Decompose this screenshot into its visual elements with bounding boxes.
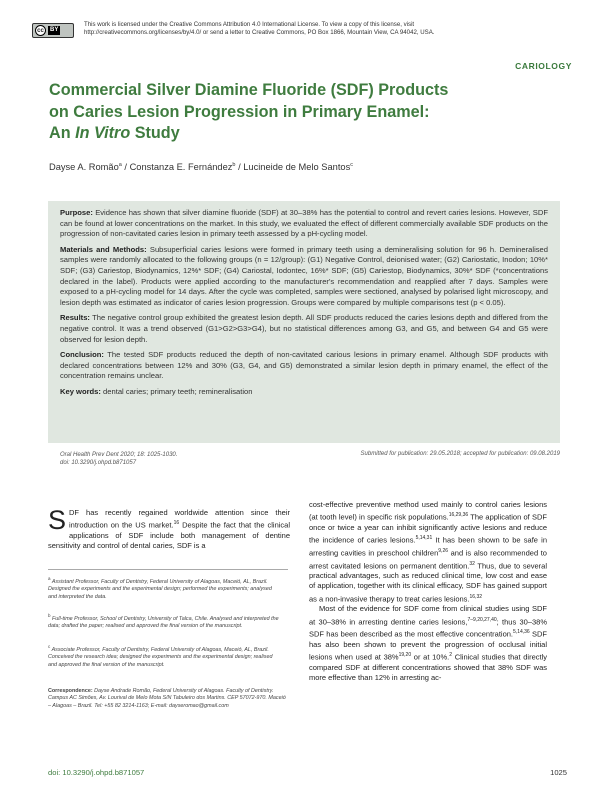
abstract-conclusion: Conclusion: The tested SDF products reduced the depth of non-cavitated carious lesions in primary enamel. Although SDF products with declared concentrations between 12% and 30% (G3, G4, and G5) demonstrated a similar lesion depth in primary enamel, the effect of the concentration remains unclear. <box>60 350 548 381</box>
license-text: This work is licensed under the Creative Commons Attribution 4.0 International License. To view a copy of this license, visit http://creativecommons.org/licenses/by/4.0/ or send a letter to Creative Commons, PO Box 1866, Mountain View, CA 94042, USA. <box>84 21 504 38</box>
author-name: Constanza E. Fernández <box>129 162 233 173</box>
footnote-a: $^a$ Assistant Professor, Faculty of Dentistry, Federal University of Alagoas, Maceió, AL, Brazil. Designed the experiments and the experimental design; performed the experiments; analysed and interpreted the data. <box>48 576 272 600</box>
article-title: Commercial Silver Diamine Fluoride (SDF) Products on Caries Lesion Progression in Primary Enamel: An In Vitro Study <box>49 81 449 142</box>
footnote-b: $^b$ Full-time Professor, School of Dentistry, University of Talca, Chile. Analysed and interpreted the data; drafted the paper; realised and approved the final version of the manuscript. <box>48 613 279 630</box>
footnote-divider <box>48 569 288 570</box>
abstract-box <box>48 201 560 443</box>
by-icon: BY <box>50 27 59 33</box>
license-link[interactable]: http://creativecommons.org/licenses/by/4.0/ or send a letter to Creative Commons, PO Box 1866, Mountain View, CA 94042, USA. <box>84 29 435 37</box>
correspondence: Correspondence: Dayse Andrade Romão, Federal University of Alagoas. Faculty of Dentistry. Campus AC Simões, Av. Lourival de Melo Mota S/N Tabuleiro dos Martins. CEP 57072-970. Maceió – Alagoas – Brazil. Tel: +55 82 3214-1163; E-mail: dayseromao@gmail.com <box>48 688 286 709</box>
body-column-right: cost-effective preventive method used mainly to control caries lesions (at tooth level) in specific risk populations.$^{16,29,36}$ The application of SDF once or twice a year can inhibit significantly active lesions and reduce the incidence of caries lesions.$^{5,14,31}$ It has been shown to be safe in arresting cavities in preschool children$^{9,26}$ and is also recommended to arrest cavitated lesions on permanent dentition.$^{32}$ Thus, due to several practical advantages, such as reduced clinical time, low cost and ease of application, together with its clinical efficacy, SDF has gained support as a non-invasive therapy to treat caries lesions.$^{16,32}$ Most of the evidence for SDF come from clinical studies using SDF at 30–38% in arresting dentine caries lesions,$^{7-9,20,27,40}$; thus 30–38% SDF has been described as the most effective concentration.$^{5,14,36}$ SDF has also been shown to prevent the progression of occlusal initial lesions when used at 38%$^{19,20}$ or at 10%.$^2$ Clinical studies that directly compared SDF at different concentrations showed that 38% SDF was more effective than 12% in arresting ac- <box>309 500 548 683</box>
footer-doi-link[interactable]: doi: 10.3290/j.ohpd.b871057 <box>48 768 145 777</box>
footnote-c: $^c$ Associate Professor, Faculty of Dentistry, Federal University of Alagoas, Maceió, AL, Brazil. Conceived the research idea; designed the experiments and the experimental design; realised and approved the final version of the manuscript. <box>48 644 273 668</box>
abstract-keywords: Key words: dental caries; primary teeth; remineralisation <box>60 386 253 396</box>
page-number: 1025 <box>550 768 567 777</box>
drop-cap: S <box>48 505 67 535</box>
author-name: Lucineide de Melo Santos <box>243 162 351 173</box>
cc-logo-icon: cc <box>35 25 46 36</box>
body-column-left: SDF has recently regained worldwide attention since their introduction on the US market.$^{16}$ Despite the fact that the clinical applications of SDF include both management of dentine sensitivity and control of dental caries, SDF is a <box>48 505 290 551</box>
journal-citation: Oral Health Prev Dent 2020; 18: 1025-1030. doi: 10.3290/j.ohpd.b871057 <box>60 452 178 466</box>
submission-dates: Submitted for publication: 29.05.2018; accepted for publication: 09.08.2019 <box>360 451 560 457</box>
section-label: CARIOLOGY <box>515 61 572 71</box>
author-list: Dayse A. Romão$^a$ / Constanza E. Fernández$^b$ / Lucineide de Melo Santos$^c$ <box>49 162 353 173</box>
abstract-methods: Materials and Methods: Subsuperficial caries lesions were formed in primary teeth using a demineralising solution for 96 h. Demineralised samples were randomly allocated to the following groups (n = 12/group): (G1) Negative Control, deionised water; (G2) Cariostatic, Inodon; 10%* SDF; (G3) Cariestop, Biodynamics, 12%* SDF; (G4) Cariostal, Iodontec, 16%* SDF; (G5) Cariestop, Biodynamics, 30%* SDF (*concentrations declared in the label). Products were applied according to the manufacturer's recommendation and reapplied after 7 days. Samples were exposed to a pH-cycling model for 14 days. After the cycle was completed, samples were sectioned, analysed by polarised light microscopy, and lesion depth was estimated as indicator of caries lesion progression. Groups were compared by multiple comparisons test (p < 0.05). <box>60 244 549 307</box>
abstract-results: Results: The negative control group exhibited the greatest lesion depth. All SDF products reduced the caries lesions depth and differed from the negative control. It was a trend observed (G1>G2>G3>G4), but no statistical differences among G3, and G5, and between G4 and G5 were observed for lesion depth. <box>60 313 548 344</box>
cc-by-license-badge <box>32 23 74 38</box>
author-name: Dayse A. Romão <box>49 162 119 173</box>
abstract-purpose: Purpose: Evidence has shown that silver diamine fluoride (SDF) at 30–38% has the potential to control and revert caries lesions. However, SDF can be found at lower concentrations on the market. In this study, we evaluated the effect of different commercially available SDF products on the progression of non-cavitated caries lesion in primary teeth assessed by a pH-cycling model. <box>60 208 548 239</box>
